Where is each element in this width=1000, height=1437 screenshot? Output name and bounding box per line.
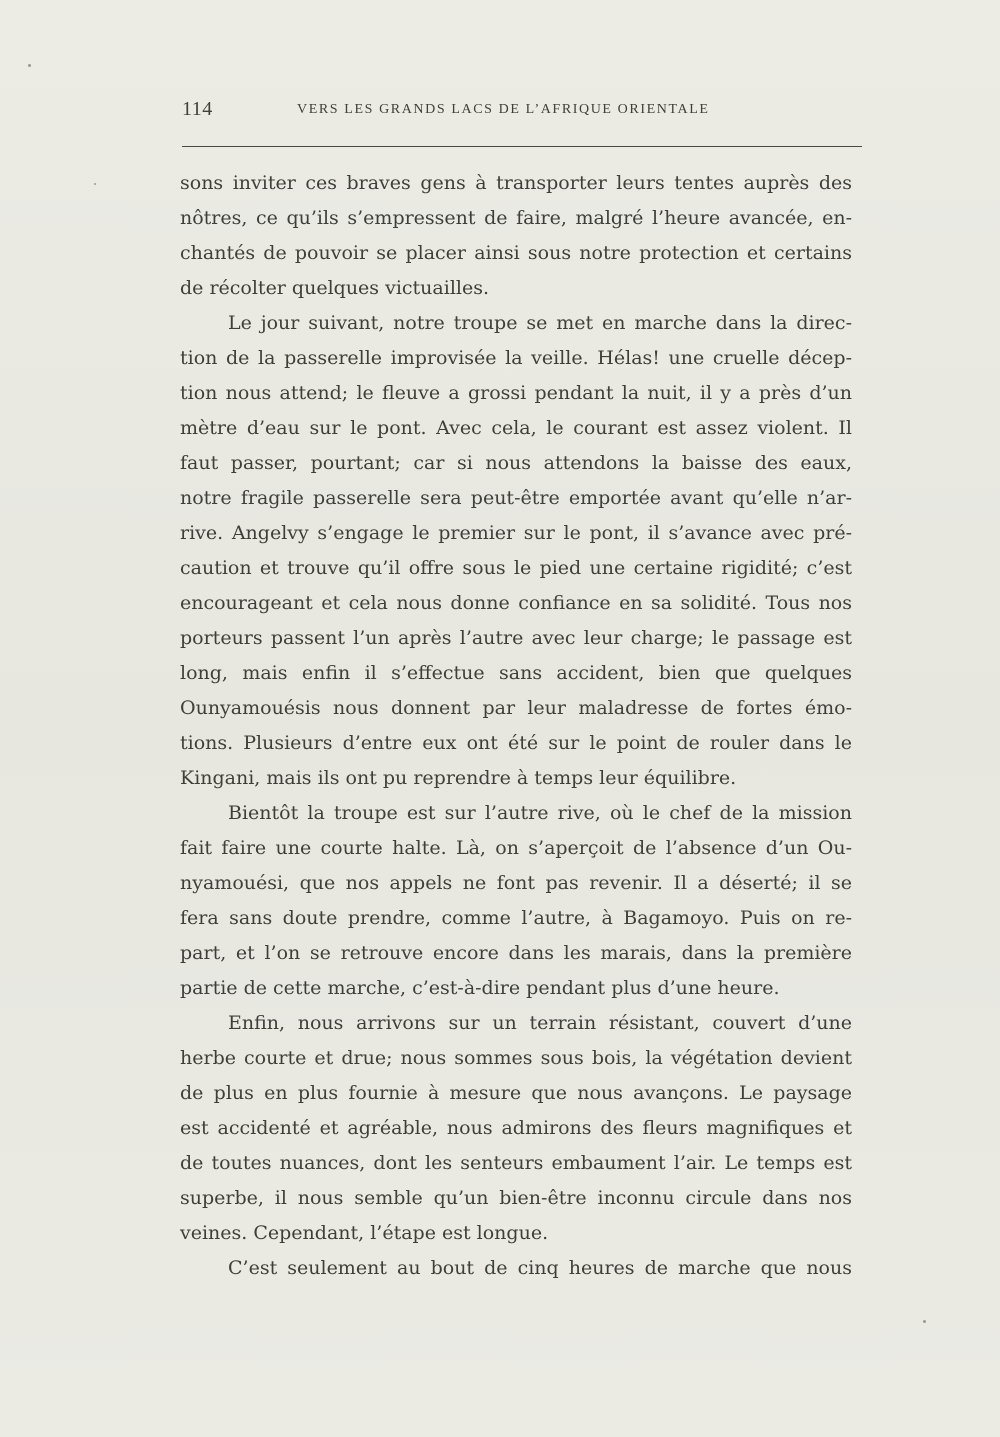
text-line: est accidenté et agréable, nous admirons des fleurs magnifiques et (180, 1117, 852, 1139)
text-line: partie de cette marche, c’est-à-dire pendant plus d’une heure. (180, 977, 780, 999)
text-line: tion nous attend; le fleuve a grossi pendant la nuit, il y a près d’un (180, 382, 852, 404)
text-line: Le jour suivant, notre troupe se met en marche dans la direc- (228, 312, 852, 334)
text-line: Kingani, mais ils ont pu reprendre à temps leur équilibre. (180, 767, 737, 789)
text-line: porteurs passent l’un après l’autre avec leur charge; le passage est (180, 627, 852, 649)
text-line: C’est seulement au bout de cinq heures de marche que nous (228, 1257, 852, 1279)
page-header (182, 96, 862, 126)
text-line: fera sans doute prendre, comme l’autre, à Bagamoyo. Puis on re- (180, 907, 852, 929)
text-line: long, mais enfin il s’effectue sans accident, bien que quelques (180, 662, 852, 684)
text-line: veines. Cependant, l’étape est longue. (180, 1222, 549, 1244)
text-line: nyamouési, que nos appels ne font pas revenir. Il a déserté; il se (180, 872, 852, 894)
text-line: herbe courte et drue; nous sommes sous bois, la végétation devient (180, 1047, 852, 1069)
text-line: de plus en plus fournie à mesure que nous avançons. Le paysage (180, 1082, 852, 1104)
text-line: notre fragile passerelle sera peut-être emportée avant qu’elle n’ar- (180, 487, 852, 509)
text-line: mètre d’eau sur le pont. Avec cela, le courant est assez violent. Il (180, 417, 852, 439)
text-line: superbe, il nous semble qu’un bien-être inconnu circule dans nos (180, 1187, 852, 1209)
text-line: rive. Angelvy s’engage le premier sur le pont, il s’avance avec pré- (180, 522, 852, 544)
text-line: caution et trouve qu’il offre sous le pied une certaine rigidité; c’est (180, 557, 852, 579)
text-line: fait faire une courte halte. Là, on s’aperçoit de l’absence d’un Ou- (180, 837, 852, 859)
text-line: Bientôt la troupe est sur l’autre rive, où le chef de la mission (228, 802, 852, 824)
text-line: de récolter quelques victuailles. (180, 277, 490, 299)
text-line: Enfin, nous arrivons sur un terrain résistant, couvert d’une (228, 1012, 852, 1034)
text-line: Ounyamouésis nous donnent par leur maladresse de fortes émo- (180, 697, 852, 719)
header-rule (182, 146, 862, 147)
scan-speck (94, 183, 96, 185)
text-line: sons inviter ces braves gens à transporter leurs tentes auprès des (180, 172, 852, 194)
text-line: part, et l’on se retrouve encore dans les marais, dans la première (180, 942, 852, 964)
running-title: VERS LES GRANDS LACS DE L’AFRIQUE ORIENTALE (297, 102, 710, 117)
text-line: chantés de pouvoir se placer ainsi sous notre protection et certains (180, 242, 852, 264)
text-line: tions. Plusieurs d’entre eux ont été sur le point de rouler dans le (180, 732, 852, 754)
scan-speck (28, 64, 31, 67)
text-line: tion de la passerelle improvisée la veille. Hélas! une cruelle décep- (180, 347, 852, 369)
page-number: 114 (182, 98, 213, 120)
text-line: encourageant et cela nous donne confiance en sa solidité. Tous nos (180, 592, 852, 614)
text-line: nôtres, ce qu’ils s’empressent de faire, malgré l’heure avancée, en- (180, 207, 852, 229)
text-line: de toutes nuances, dont les senteurs embaument l’air. Le temps est (180, 1152, 852, 1174)
text-line: faut passer, pourtant; car si nous attendons la baisse des eaux, (180, 452, 852, 474)
scan-speck (923, 1320, 926, 1323)
body-text (180, 166, 852, 1286)
